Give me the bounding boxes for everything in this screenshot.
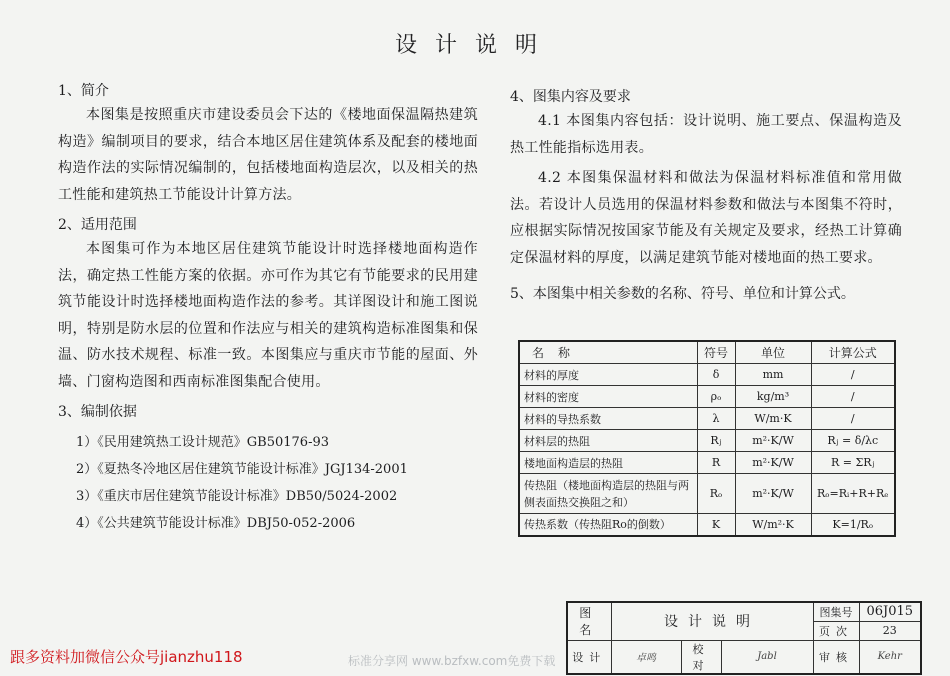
reference-item: 1）《民用建筑热工设计规范》GB50176-93 xyxy=(76,435,329,450)
table-row xyxy=(519,364,895,386)
table-row xyxy=(519,408,895,430)
cell-name: 材料的导热系数 xyxy=(519,408,697,430)
cell-name: 传热系数（传热阻Ro的倒数） xyxy=(519,514,697,536)
cell-formula: / xyxy=(811,386,895,408)
cell-symbol: ρₒ xyxy=(697,386,735,408)
section-1-heading: 1、简介 xyxy=(58,83,109,99)
cell-name: 材料的厚度 xyxy=(519,364,697,386)
cell-unit: m²·K/W xyxy=(735,474,811,514)
page-number: 23 xyxy=(859,621,921,640)
header-symbol: 符号 xyxy=(697,341,735,364)
cell-name: 楼地面构造层的热阻 xyxy=(519,452,697,474)
watermark-red: 跟多资料加微信公众号jianzhu118 xyxy=(10,648,243,666)
atlas-no-label: 图集号 xyxy=(813,602,859,621)
table-row xyxy=(519,386,895,408)
reference-item: 2）《夏热冬冷地区居住建筑节能设计标准》JGJ134-2001 xyxy=(76,462,408,477)
atlas-no: 06J015 xyxy=(859,602,921,621)
right-column xyxy=(510,82,902,305)
table-row xyxy=(519,514,895,536)
cell-symbol: δ xyxy=(697,364,735,386)
section-5-heading: 5、本图集中相关参数的名称、符号、单位和计算公式。 xyxy=(510,286,855,302)
title-block xyxy=(566,601,922,675)
page-title: 设计说明 xyxy=(394,33,555,58)
cell-name: 传热阻（楼地面构造层的热阻与两侧表面热交换阻之和） xyxy=(519,474,697,514)
section-4-1: 4.1 本图集内容包括：设计说明、施工要点、保温构造及热工性能指标选用表。 xyxy=(510,113,902,156)
check-signature: Jabl xyxy=(721,640,813,674)
table-header-row xyxy=(519,341,895,364)
header-name: 名称 xyxy=(519,341,697,364)
table-row xyxy=(519,452,895,474)
figure-name-label: 图名 xyxy=(567,602,611,640)
reference-item: 3）《重庆市居住建筑节能设计标准》DB50/5024-2002 xyxy=(76,489,398,504)
cell-formula: / xyxy=(811,364,895,386)
cell-unit: W/m²·K xyxy=(735,514,811,536)
design-signature: 卓鸣 xyxy=(611,640,681,674)
watermark-grey: 标准分享网 www.bzfxw.com免费下载 xyxy=(348,654,556,668)
cell-unit: W/m·K xyxy=(735,408,811,430)
cell-unit: mm xyxy=(735,364,811,386)
cell-formula: K=1/Rₒ xyxy=(811,514,895,536)
design-label: 设计 xyxy=(567,640,611,674)
section-4-2: 4.2 本图集保温材料和做法为保温材料标准值和常用做法。若设计人员选用的保温材料参数和做法与本图集不符时，应根据实际情况按国家节能及有关规定及要求，经热工计算确定保温材料的厚度，以满足建筑节能对楼地面的热工要求。 xyxy=(510,170,902,266)
cell-formula: Rⱼ = δ/λc xyxy=(811,430,895,452)
section-2-body: 本图集可作为本地区居住建筑节能设计时选择楼地面构造作法，确定热工性能方案的依据。亦可作为其它有节能要求的民用建筑节能设计时选择楼地面构造作法的参考。其详图设计和施工图说明，特别是防水层的位置和作法应与相关的建筑构造标准图集和保温、防水技术规程、标准一致。本图集应与重庆市节能的屋面、外墙、门窗构造图和西南标准图集配合使用。 xyxy=(58,241,478,390)
cell-formula: R = ΣRⱼ xyxy=(811,452,895,474)
table-row xyxy=(519,430,895,452)
cell-unit: m²·K/W xyxy=(735,452,811,474)
reference-list xyxy=(58,429,478,537)
section-2-heading: 2、适用范围 xyxy=(58,217,137,233)
cell-unit: m²·K/W xyxy=(735,430,811,452)
cell-name: 材料的密度 xyxy=(519,386,697,408)
section-3-heading: 3、编制依据 xyxy=(58,404,137,420)
review-label: 审核 xyxy=(813,640,859,674)
figure-name: 设计说明 xyxy=(611,602,813,640)
cell-symbol: K xyxy=(697,514,735,536)
section-4-heading: 4、图集内容及要求 xyxy=(510,89,631,105)
cell-unit: kg/m³ xyxy=(735,386,811,408)
cell-symbol: λ xyxy=(697,408,735,430)
section-1-body: 本图集是按照重庆市建设委员会下达的《楼地面保温隔热建筑构造》编制项目的要求，结合本地区居住建筑体系及配套的楼地面构造作法的实际情况编制的，包括楼地面构造层次，以及相关的热工性能和建筑热工节能设计计算方法。 xyxy=(58,107,478,203)
table-row xyxy=(519,474,895,514)
header-unit: 单位 xyxy=(735,341,811,364)
check-label: 校对 xyxy=(681,640,721,674)
cell-symbol: R xyxy=(697,452,735,474)
cell-formula: Rₒ=Rᵢ+R+Rₑ xyxy=(811,474,895,514)
cell-symbol: Rⱼ xyxy=(697,430,735,452)
left-column xyxy=(58,76,478,537)
header-formula: 计算公式 xyxy=(811,341,895,364)
reference-item: 4）《公共建筑节能设计标准》DBJ50-052-2006 xyxy=(76,516,356,531)
review-signature: Kehr xyxy=(859,640,921,674)
parameter-table xyxy=(518,340,896,537)
page-label: 页次 xyxy=(813,621,859,640)
cell-symbol: Rₒ xyxy=(697,474,735,514)
cell-formula: / xyxy=(811,408,895,430)
cell-name: 材料层的热阻 xyxy=(519,430,697,452)
